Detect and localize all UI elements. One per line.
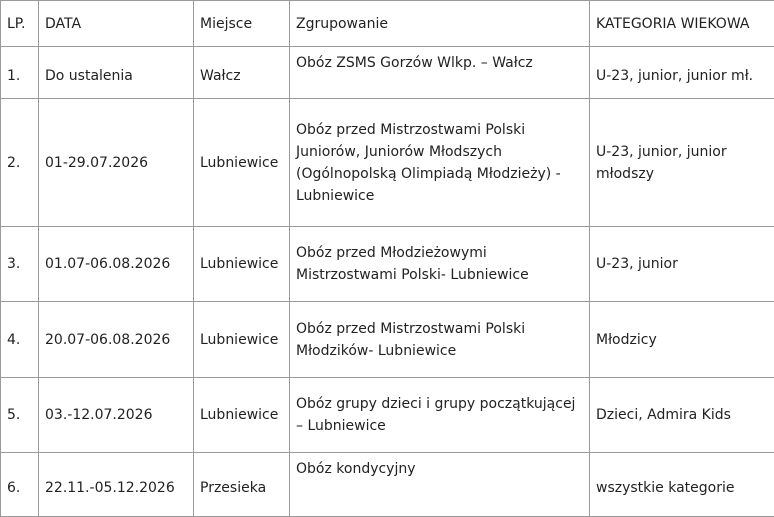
camp-line: (Ogólnopolską Olimpiadą Młodzieży) - bbox=[296, 163, 589, 185]
row-date: 22.11.-05.12.2026 bbox=[39, 453, 194, 517]
camp-line: Mistrzostwami Polski- Lubniewice bbox=[296, 264, 589, 286]
camp-line: Obóz przed Młodzieżowymi bbox=[296, 242, 589, 264]
category-line: U-23, junior, junior mł. bbox=[596, 65, 774, 87]
camp-line: Obóz przed Mistrzostwami Polski bbox=[296, 318, 589, 340]
camp-line: – Lubniewice bbox=[296, 415, 589, 437]
row-lp: 4. bbox=[1, 302, 39, 378]
row-place: Lubniewice bbox=[194, 378, 290, 453]
row-date: 01.07-06.08.2026 bbox=[39, 227, 194, 302]
table-header-row bbox=[1, 1, 774, 47]
table-row bbox=[1, 453, 774, 517]
row-camp bbox=[290, 302, 590, 378]
row-category bbox=[590, 302, 774, 378]
camp-line: Juniorów, Juniorów Młodszych bbox=[296, 141, 589, 163]
row-category bbox=[590, 453, 774, 517]
row-category bbox=[590, 47, 774, 99]
table-row bbox=[1, 227, 774, 302]
camp-line: Obóz grupy dzieci i grupy początkującej bbox=[296, 393, 589, 415]
camp-line: Lubniewice bbox=[296, 185, 589, 207]
row-place: Wałcz bbox=[194, 47, 290, 99]
category-line: wszystkie kategorie bbox=[596, 477, 774, 499]
camp-line: Obóz przed Mistrzostwami Polski bbox=[296, 119, 589, 141]
row-camp bbox=[290, 453, 590, 517]
camp-line: Młodzików- Lubniewice bbox=[296, 340, 589, 362]
table-row bbox=[1, 378, 774, 453]
category-line: Młodzicy bbox=[596, 329, 774, 351]
row-lp: 6. bbox=[1, 453, 39, 517]
camp-line: Obóz ZSMS Gorzów Wlkp. – Wałcz bbox=[296, 52, 589, 74]
row-place: Przesieka bbox=[194, 453, 290, 517]
row-lp: 2. bbox=[1, 99, 39, 227]
row-date: 03.-12.07.2026 bbox=[39, 378, 194, 453]
row-lp: 3. bbox=[1, 227, 39, 302]
header-kategoria: KATEGORIA WIEKOWA bbox=[590, 1, 774, 47]
category-line: młodszy bbox=[596, 163, 774, 185]
table-row bbox=[1, 302, 774, 378]
row-place: Lubniewice bbox=[194, 302, 290, 378]
row-date: Do ustalenia bbox=[39, 47, 194, 99]
row-date: 20.07-06.08.2026 bbox=[39, 302, 194, 378]
header-lp: LP. bbox=[1, 1, 39, 47]
row-category bbox=[590, 99, 774, 227]
row-lp: 1. bbox=[1, 47, 39, 99]
row-category bbox=[590, 227, 774, 302]
row-date: 01-29.07.2026 bbox=[39, 99, 194, 227]
category-line: U-23, junior, junior bbox=[596, 141, 774, 163]
header-miejsce: Miejsce bbox=[194, 1, 290, 47]
row-camp bbox=[290, 99, 590, 227]
table-row bbox=[1, 99, 774, 227]
category-line: U-23, junior bbox=[596, 253, 774, 275]
row-place: Lubniewice bbox=[194, 99, 290, 227]
header-data: DATA bbox=[39, 1, 194, 47]
category-line: Dzieci, Admira Kids bbox=[596, 404, 774, 426]
row-camp bbox=[290, 47, 590, 99]
row-camp bbox=[290, 378, 590, 453]
row-place: Lubniewice bbox=[194, 227, 290, 302]
header-zgrupowanie: Zgrupowanie bbox=[290, 1, 590, 47]
table-row bbox=[1, 47, 774, 99]
row-category bbox=[590, 378, 774, 453]
camp-line: Obóz kondycyjny bbox=[296, 458, 589, 480]
row-camp bbox=[290, 227, 590, 302]
row-lp: 5. bbox=[1, 378, 39, 453]
